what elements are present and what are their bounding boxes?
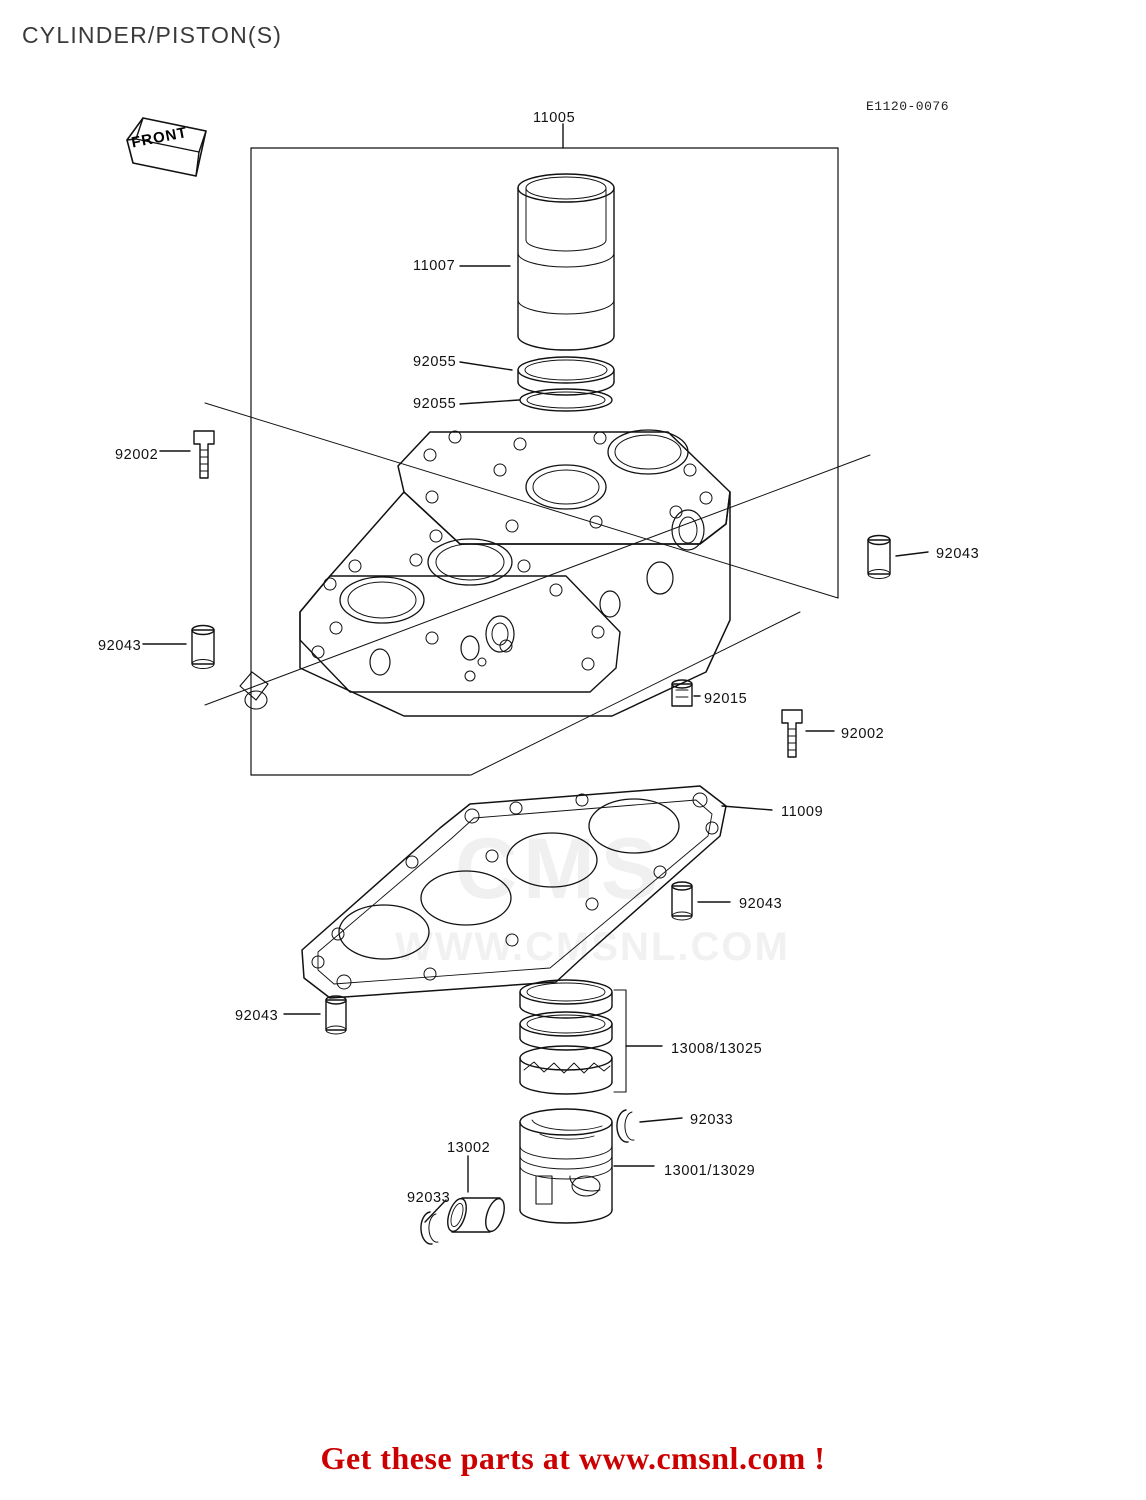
callout-92055-lower[interactable]: 92055 bbox=[413, 396, 457, 412]
callout-92055-upper[interactable]: 92055 bbox=[413, 354, 457, 370]
callout-11007[interactable]: 11007 bbox=[413, 258, 456, 274]
watermark-url: WWW.CMSNL.COM bbox=[395, 925, 790, 969]
callout-92033-right[interactable]: 92033 bbox=[690, 1112, 734, 1128]
callout-92002-lower[interactable]: 92002 bbox=[841, 726, 885, 742]
callout-13001-13029[interactable]: 13001/13029 bbox=[664, 1163, 756, 1179]
part-92043-dowel-mid bbox=[672, 882, 692, 920]
part-92002-bolt-upper bbox=[194, 431, 214, 478]
callout-92033-left[interactable]: 92033 bbox=[407, 1190, 451, 1206]
part-11007-cylinder-liner bbox=[518, 174, 614, 350]
part-92015-nut bbox=[672, 680, 692, 706]
explode-construction-lines bbox=[205, 148, 870, 775]
part-92043-dowel-left bbox=[192, 626, 214, 669]
callout-92015[interactable]: 92015 bbox=[704, 691, 748, 707]
part-13008-13025-piston-ring-set bbox=[520, 980, 626, 1094]
callout-92043-right[interactable]: 92043 bbox=[936, 546, 980, 562]
part-13001-13029-piston bbox=[520, 1109, 612, 1223]
callout-92043-lower[interactable]: 92043 bbox=[235, 1008, 279, 1024]
leader-92055-lower bbox=[460, 400, 519, 404]
leader-92033-right bbox=[640, 1118, 682, 1122]
part-92055-o-ring-lower bbox=[520, 389, 612, 411]
part-13002-piston-pin bbox=[444, 1196, 508, 1234]
part-92043-dowel-lower bbox=[326, 996, 346, 1034]
leader-11009 bbox=[722, 806, 772, 810]
callout-92043-left[interactable]: 92043 bbox=[98, 638, 142, 654]
footer-promo-text[interactable]: Get these parts at www.cmsnl.com ! bbox=[320, 1440, 826, 1476]
front-tag-label: FRONT bbox=[130, 124, 189, 152]
callout-13002[interactable]: 13002 bbox=[447, 1140, 491, 1156]
part-11005-cylinder-block bbox=[240, 430, 730, 716]
leader-92055-upper bbox=[460, 362, 512, 370]
callout-11009[interactable]: 11009 bbox=[781, 804, 824, 820]
callout-13008-13025[interactable]: 13008/13025 bbox=[671, 1041, 763, 1057]
diagram-code: E1120-0076 bbox=[866, 99, 950, 114]
part-92033-snap-ring-right bbox=[617, 1110, 634, 1142]
callout-11005[interactable]: 11005 bbox=[533, 110, 576, 126]
page-title: CYLINDER/PISTON(S) bbox=[22, 22, 283, 48]
part-92043-dowel-right bbox=[868, 536, 890, 579]
watermark-brand: CMS bbox=[455, 821, 665, 917]
part-11009-base-gasket bbox=[302, 786, 726, 998]
callout-92043-mid[interactable]: 92043 bbox=[739, 896, 783, 912]
part-92002-bolt-lower bbox=[782, 710, 802, 757]
leader-92043-right bbox=[896, 552, 928, 556]
callout-92002-upper[interactable]: 92002 bbox=[115, 447, 159, 463]
